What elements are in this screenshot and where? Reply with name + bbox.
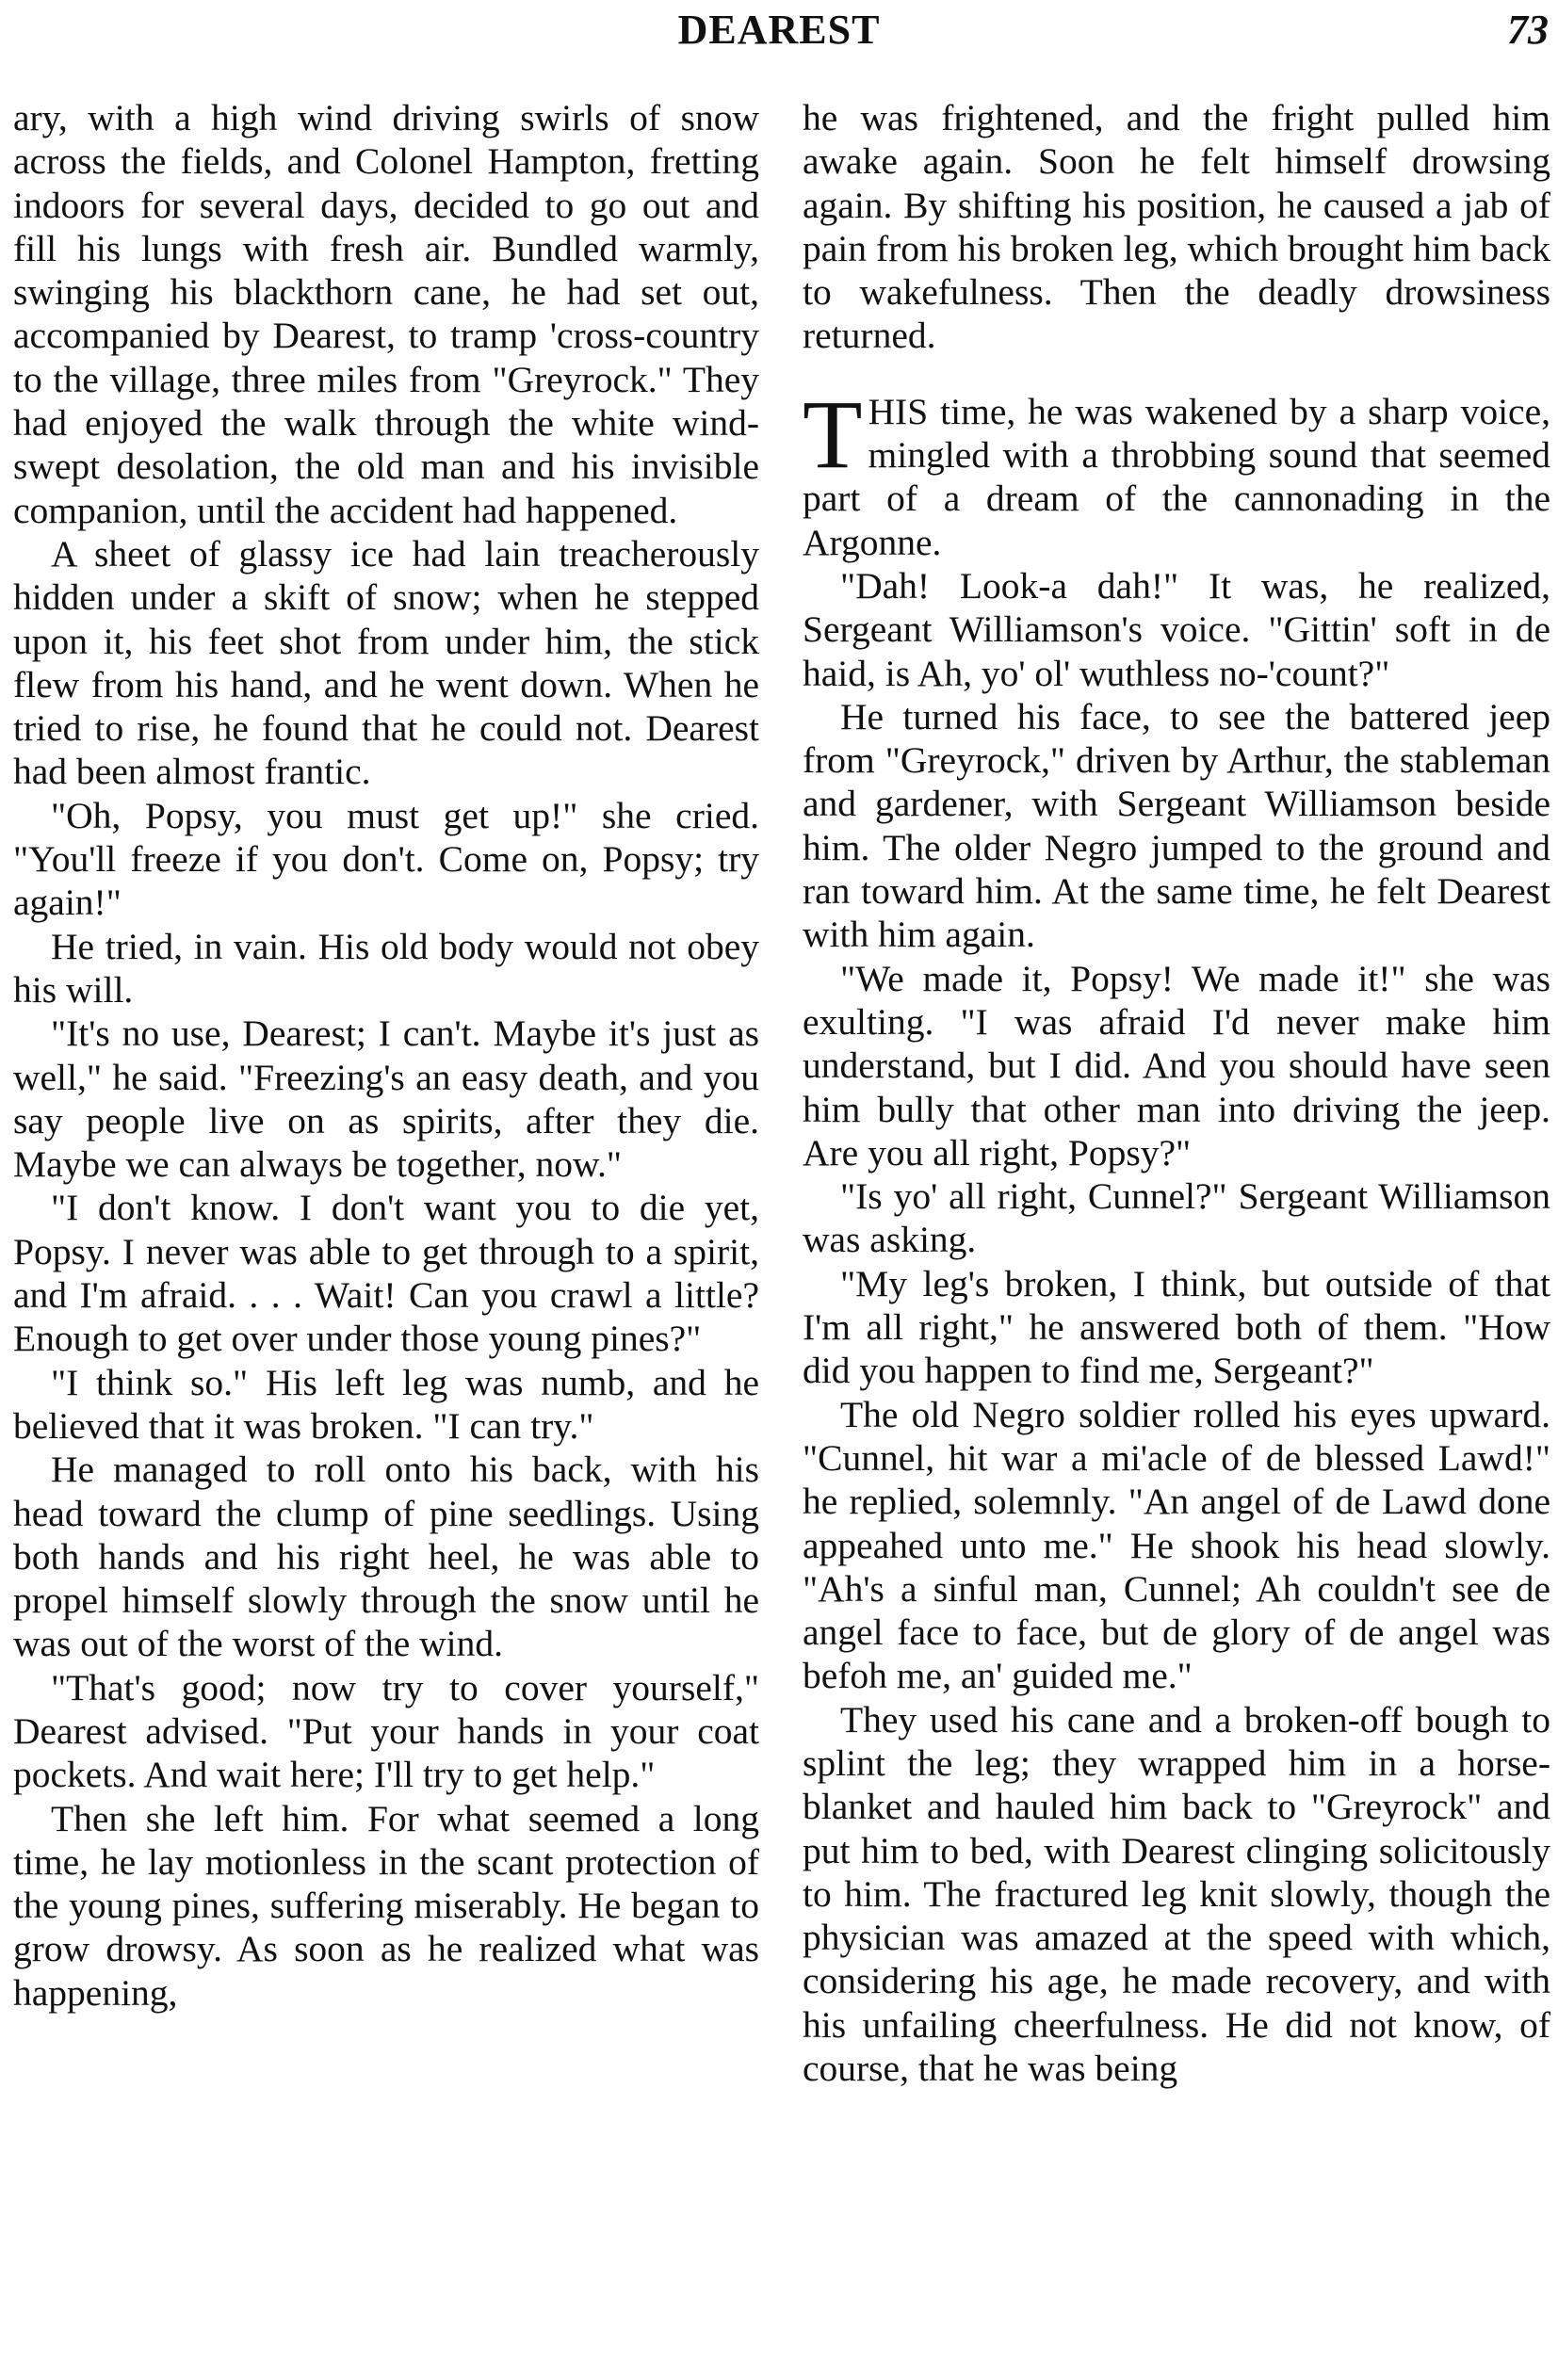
lead-small-caps: HIS <box>868 390 929 432</box>
paragraph: he was frightened, and the fright pulled him awake again. Soon he felt himself drowsing again. By shifting his position, he caused a jab of pain from his broken leg, which brought him back to wakefulness. Then the deadly drowsiness returned. <box>803 97 1550 357</box>
drop-cap: T <box>803 380 863 489</box>
right-column <box>803 96 1550 2356</box>
page-number: 73 <box>1507 7 1549 53</box>
paragraph: "Oh, Popsy, you must get up!" she cried. "You'll freeze if you don't. Come on, Popsy; try again!" <box>13 794 759 924</box>
paragraph: "Dah! Look-a dah!" It was, he realized, Sergeant Williamson's voice. "Gittin' soft in de haid, is Ah, yo' ol' wuthless no-'count?" <box>803 564 1550 694</box>
paragraph: He managed to roll onto his back, with his head toward the clump of pine seedlings. Using both hands and his right heel, he was able to propel himself slowly through the snow until he was out of the worst of the wind. <box>13 1449 759 1665</box>
paragraph: "That's good; now try to cover yourself," Dearest advised. "Put your hands in your coat pockets. And wait here; I'll try to get help." <box>13 1666 759 1796</box>
paragraph: A sheet of glassy ice had lain treacherously hidden under a skift of snow; when he stepped upon it, his feet shot from under him, the stick flew from his hand, and he went down. When he tried to rise, he found that he could not. Dearest had been almost frantic. <box>13 532 759 793</box>
paragraph: "It's no use, Dearest; I can't. Maybe it's just as well," he said. "Freezing's an easy death, and you say people live on as spirits, after they die. Maybe we can always be together, now." <box>13 1012 759 1186</box>
page-header <box>0 6 1558 62</box>
paragraph: "I don't know. I don't want you to die yet, Popsy. I never was able to get through to a spirit, and I'm afraid. . . . Wait! Can you crawl a little? Enough to get over under those young pines?" <box>13 1187 759 1360</box>
paragraph: Then she left him. For what seemed a long time, he lay motionless in the scant protection of the young pines, suffering miserably. He began to grow drowsy. As soon as he realized what was happening, <box>13 1797 759 2014</box>
left-column <box>13 96 759 2356</box>
paragraph: "We made it, Popsy! We made it!" she was exulting. "I was afraid I'd never make him understand, but I did. And you should have seen him bully that other man into driving the jeep. Are you all right, Popsy?" <box>803 957 1550 1174</box>
paragraph: "Is yo' all right, Cunnel?" Sergeant Williamson was asking. <box>803 1175 1550 1261</box>
paragraph: The old Negro soldier rolled his eyes upward. "Cunnel, hit war a mi'acle of de blessed Lawd!" he replied, solemnly. "An angel of de Lawd done appeahed unto me." He shook his head slowly. "Ah's a sinful man, Cunnel; Ah couldn't see de angel face to face, but de glory of de angel was befoh me, an' guided me." <box>803 1393 1550 1697</box>
paragraph: He tried, in vain. His old body would not obey his will. <box>13 925 759 1011</box>
section-opening-paragraph <box>803 380 1550 564</box>
paragraph: They used his cane and a broken-off bough to splint the leg; they wrapped him in a horse-blanket and hauled him back to "Greyrock" and put him to bed, with Dearest clinging solicitously to him. The fractured leg knit slowly, though the physician was amazed at the speed with which, considering his age, he made recovery, and with his unfailing cheerfulness. He did not know, of course, that he was being <box>803 1698 1550 2090</box>
paragraph: "I think so." His left leg was numb, and he believed that it was broken. "I can try." <box>13 1361 759 1447</box>
paragraph: "My leg's broken, I think, but outside of that I'm all right," he answered both of them. "How did you happen to find me, Sergeant?" <box>803 1262 1550 1392</box>
paragraph: He turned his face, to see the battered jeep from "Greyrock," driven by Arthur, the stableman and gardener, with Sergeant Williamson beside him. The older Negro jumped to the ground and ran toward him. At the same time, he felt Dearest with him again. <box>803 695 1550 956</box>
running-title: DEAREST <box>677 7 881 53</box>
section-opening-text: time, he was wakened by a sharp voice, mingled with a throbbing sound that seemed part of a dream of the cannonading in the Argonne. <box>803 390 1550 563</box>
paragraph: ary, with a high wind driving swirls of snow across the fields, and Colonel Hampton, fretting indoors for several days, decided to go out and fill his lungs with fresh air. Bundled warmly, swinging his blackthorn cane, he had set out, accompanied by Dearest, to tramp 'cross-country to the village, three miles from "Greyrock." They had enjoyed the walk through the white wind-swept desolation, the old man and his invisible companion, until the accident had happened. <box>13 97 759 531</box>
